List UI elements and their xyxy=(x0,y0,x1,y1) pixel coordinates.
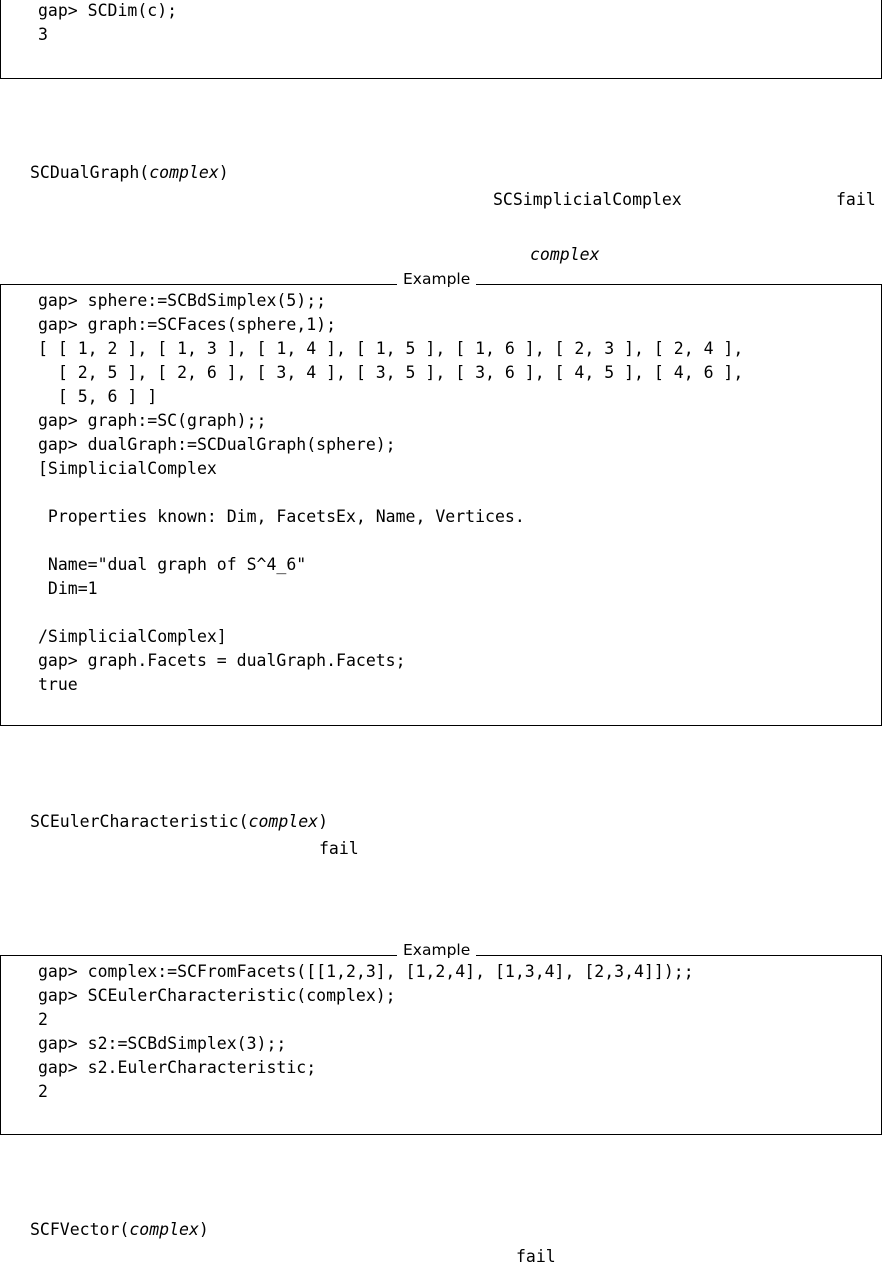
code-line: Dim=1 xyxy=(38,579,98,598)
code-line: [ [ 1, 2 ], [ 1, 3 ], [ 1, 4 ], [ 1, 5 ], [ 1, 6 ], [ 2, 3 ], [ 2, 4 ], xyxy=(38,339,744,358)
return-type: SCSimplicialComplex xyxy=(493,190,682,209)
example-box-sceulercharacteristic xyxy=(0,955,882,1135)
param-name: complex xyxy=(530,245,600,264)
code-line: [ 2, 5 ], [ 2, 6 ], [ 3, 4 ], [ 3, 5 ], [ 3, 6 ], [ 4, 5 ], [ 4, 6 ], xyxy=(38,363,744,382)
code-line: gap> graph:=SCFaces(sphere,1); xyxy=(38,315,337,334)
signature-close: ) xyxy=(198,1220,209,1239)
code-line: gap> SCDim(c); xyxy=(38,1,178,20)
signature-arg: complex xyxy=(149,163,219,182)
code-line: gap> graph.Facets = dualGraph.Facets; xyxy=(38,651,406,670)
example-label: Example xyxy=(397,269,476,289)
code-line: Name="dual graph of S^4_6" xyxy=(38,555,307,574)
return-fail: fail xyxy=(516,1247,556,1266)
signature-close: ) xyxy=(318,812,329,831)
code-line: [SimplicialComplex xyxy=(38,459,217,478)
example-box-scdualgraph xyxy=(0,284,882,726)
code-line: [ 5, 6 ] ] xyxy=(38,387,158,406)
code-line: gap> s2.EulerCharacteristic; xyxy=(38,1058,317,1077)
code-line: Properties known: Dim, FacetsEx, Name, Vertices. xyxy=(38,507,525,526)
code-line: 2 xyxy=(38,1082,48,1101)
signature-name: SCEulerCharacteristic( xyxy=(30,812,249,831)
function-signature-scdualgraph xyxy=(30,161,229,185)
code-line: gap> complex:=SCFromFacets([[1,2,3], [1,2,4], [1,3,4], [2,3,4]]);; xyxy=(38,962,694,981)
signature-name: SCDualGraph( xyxy=(30,163,150,182)
code-line: 2 xyxy=(38,1010,48,1029)
code-line: true xyxy=(38,675,78,694)
return-fail: fail xyxy=(319,839,359,858)
example-box-scdim xyxy=(0,0,882,79)
function-signature-scfvector xyxy=(30,1218,209,1242)
signature-arg: complex xyxy=(129,1220,199,1239)
code-line: gap> sphere:=SCBdSimplex(5);; xyxy=(38,291,327,310)
function-signature-sceulercharacteristic xyxy=(30,810,328,834)
code-line: gap> dualGraph:=SCDualGraph(sphere); xyxy=(38,435,396,454)
code-line: gap> SCEulerCharacteristic(complex); xyxy=(38,986,396,1005)
example-label: Example xyxy=(397,940,476,960)
signature-name: SCFVector( xyxy=(30,1220,130,1239)
signature-arg: complex xyxy=(248,812,319,831)
signature-close: ) xyxy=(218,163,229,182)
code-line: gap> s2:=SCBdSimplex(3);; xyxy=(38,1034,287,1053)
code-line: 3 xyxy=(38,25,48,44)
code-line: /SimplicialComplex] xyxy=(38,627,227,646)
code-line: gap> graph:=SC(graph);; xyxy=(38,411,267,430)
return-fail: fail xyxy=(836,190,876,209)
